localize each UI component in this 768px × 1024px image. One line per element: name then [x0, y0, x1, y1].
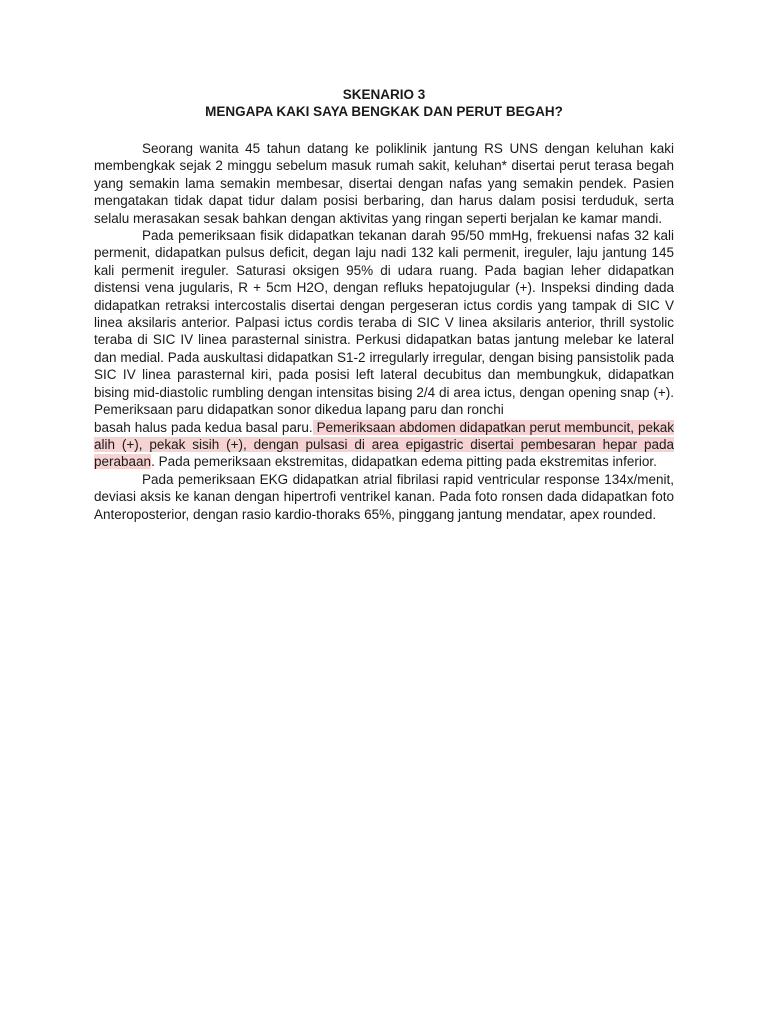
paragraph-patient-complaint: Seorang wanita 45 tahun datang ke poliklinik jantung RS UNS dengan keluhan kaki membengkak sejak 2 minggu sebelum masuk rumah sakit, keluhan* disertai perut terasa begah yang semakin lama semakin membesar, disertai dengan nafas yang semakin pendek. Pasien mengatakan tidak dapat tidur dalam posisi berbaring, dan harus dalam posisi terduduk, serta selalu merasakan sesak bahkan dengan aktivitas yang ringan seperti berjalan ke kamar mandi.: [94, 141, 674, 226]
scenario-number-title: SKENARIO 3: [342, 87, 426, 102]
highlighted-abdomen-finding: Pemeriksaan abdomen didapatkan perut membuncit, pekak alih (+), pekak sisih (+), dengan pulsasi di area epigastric disertai pembesaran hepar pada perabaan: [94, 419, 674, 470]
document-page: [94, 86, 674, 523]
paragraph-abdomen-text-before: basah halus pada kedua basal paru.: [94, 419, 313, 435]
paragraph-ekg-xray: Pada pemeriksaan EKG didapatkan atrial fibrilasi rapid ventricular response 134x/menit, deviasi aksis ke kanan dengan hipertrofi ventrikel kanan. Pada foto ronsen dada didapatkan foto Anteroposterior, dengan rasio kardio-thoraks 65%, pinggang jantung mendatar, apex rounded.: [94, 471, 674, 522]
paragraph-physical-exam: Pada pemeriksaan fisik didapatkan tekanan darah 95/50 mmHg, frekuensi nafas 32 kali permenit, didapatkan pulsus deficit, degan laju nadi 132 kali permenit, ireguler, laju jantung 145 kali permenit ireguler. Saturasi oksigen 95% di udara ruang. Pada bagian leher didapatkan distensi vena jugularis, R + 5cm H2O, dengan refluks hepatojugular (+). Inspeksi dinding dada didapatkan retraksi intercostalis disertai dengan pergeseran ictus cordis yang tampak di SIC V linea aksilaris anterior. Palpasi ictus cordis teraba di SIC V linea aksilaris anterior, thrill systolic teraba di SIC IV linea parasternal sinistra. Perkusi didapatkan batas jantung melebar ke lateral dan medial. Pada auskultasi didapatkan S1-2 irregularly irregular, dengan bising pansistolik pada SIC IV linea parasternal kiri, pada posisi left lateral decubitus dan membungkuk, didapatkan bising mid-diastolic rumbling dengan intensitas bising 2/4 di area ictus, dengan opening snap (+). Pemeriksaan paru didapatkan sonor dikedua lapang paru dan ronchi: [94, 228, 674, 418]
paragraph-abdomen-text-after: . Pada pemeriksaan ekstremitas, didapatkan edema pitting pada ekstremitas inferior.: [151, 454, 657, 470]
paragraph-abdomen-exam: [94, 419, 674, 471]
scenario-question-title: MENGAPA KAKI SAYA BENGKAK DAN PERUT BEGAH?: [205, 104, 563, 119]
